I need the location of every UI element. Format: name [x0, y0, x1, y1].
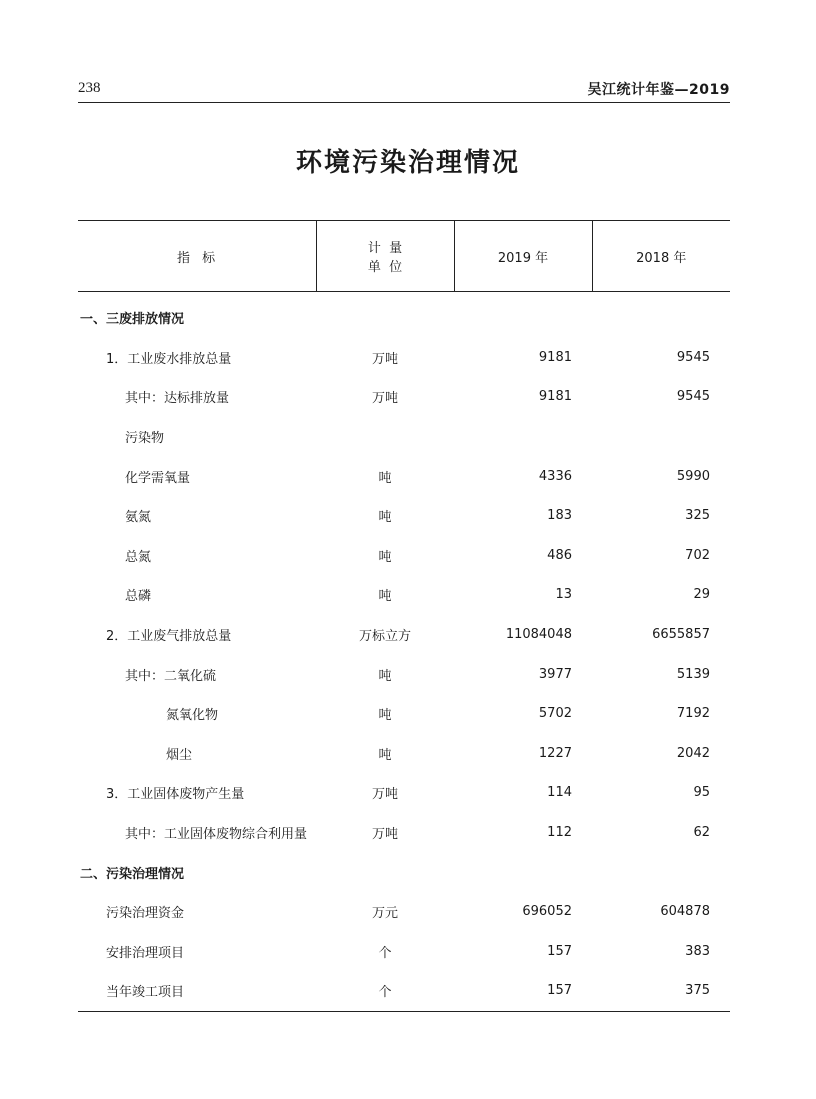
- row-value-2019: 9181: [538, 349, 572, 365]
- row-value-2018: 5990: [676, 468, 710, 484]
- row-unit: 万吨: [371, 351, 398, 367]
- row-value-2019: 157: [454, 971, 592, 1011]
- table-row: [78, 813, 730, 853]
- row-indicator: 3．工业固体废物产生量: [106, 787, 245, 803]
- table-row: [78, 377, 730, 417]
- row-unit: 吨: [378, 470, 392, 486]
- row-value-2019: 5702: [538, 706, 572, 722]
- row-indicator: 烟尘: [166, 747, 193, 763]
- row-value-2018: [592, 417, 730, 457]
- row-unit: 万吨: [371, 827, 398, 843]
- table-row: [78, 456, 730, 496]
- page-number: 238: [78, 80, 101, 96]
- header-2019: 2019 年: [454, 221, 592, 292]
- row-value-2019: 183: [547, 508, 572, 524]
- row-indicator: 其中：工业固体废物综合利用量: [125, 827, 308, 843]
- table-row: [78, 932, 730, 972]
- row-unit: [316, 417, 454, 457]
- row-value-2019: 4336: [538, 468, 572, 484]
- header-indicator-label: 指 标: [177, 250, 217, 266]
- row-value-2018: 95: [693, 785, 710, 801]
- header-unit-line2: 单 位: [367, 260, 403, 275]
- row-unit: 万吨: [371, 391, 398, 407]
- row-value-2018: 62: [693, 825, 710, 841]
- row-unit: [316, 852, 454, 892]
- row-value-2019: 13: [555, 587, 572, 603]
- page-title: 环境污染治理情况: [295, 148, 520, 178]
- table-row: [78, 734, 730, 774]
- row-value-2018: 5139: [676, 666, 710, 682]
- header-2018: 2018 年: [592, 221, 730, 292]
- table-row: [78, 852, 730, 892]
- table-row: [78, 536, 730, 576]
- row-value-2018: [592, 852, 730, 892]
- table-row: [78, 615, 730, 655]
- row-value-2018: 604878: [660, 904, 710, 920]
- header-indicator: [78, 221, 316, 292]
- row-value-2018: 9545: [676, 389, 710, 405]
- row-value-2018: 9545: [676, 349, 710, 365]
- row-unit: 个: [316, 971, 454, 1011]
- row-value-2018: 6655857: [652, 627, 710, 643]
- table-row: [78, 892, 730, 932]
- table-row: [78, 417, 730, 457]
- header-unit: [316, 221, 454, 292]
- row-unit: 个: [378, 945, 392, 961]
- page-header: [78, 78, 730, 103]
- table-row: [78, 654, 730, 694]
- row-indicator: 化学需氧量: [125, 470, 191, 486]
- row-value-2018: [592, 292, 730, 338]
- row-value-2018: 383: [685, 943, 710, 959]
- row-unit: 万标立方: [358, 629, 411, 645]
- table-row: [78, 496, 730, 536]
- table-row: [78, 575, 730, 615]
- row-indicator: 2．工业废气排放总量: [106, 629, 232, 645]
- row-value-2019: 696052: [522, 904, 572, 920]
- row-value-2019: 11084048: [505, 627, 572, 643]
- row-value-2019: 486: [547, 547, 572, 563]
- row-value-2019: 3977: [538, 666, 572, 682]
- row-unit: 吨: [378, 668, 392, 684]
- row-value-2018: 375: [592, 971, 730, 1011]
- row-indicator: 氮氧化物: [166, 708, 219, 724]
- row-value-2018: 702: [685, 547, 710, 563]
- row-value-2019: 112: [547, 825, 572, 841]
- row-indicator: 氨氮: [125, 510, 152, 526]
- header-unit-line1: 计 量: [367, 241, 403, 256]
- row-value-2018: 7192: [676, 706, 710, 722]
- row-value-2019: 9181: [538, 389, 572, 405]
- table-row: [78, 971, 730, 1011]
- row-indicator: 当年竣工项目: [78, 971, 316, 1011]
- table-row: [78, 338, 730, 378]
- row-indicator: 安排治理项目: [106, 945, 185, 961]
- statistics-table: [78, 220, 730, 1012]
- row-unit: 吨: [378, 747, 392, 763]
- row-value-2018: 29: [693, 587, 710, 603]
- row-indicator: 总磷: [125, 589, 152, 605]
- row-value-2019: [454, 417, 592, 457]
- table-header-row: [78, 221, 730, 292]
- row-unit: 万元: [371, 906, 398, 922]
- running-head: 吴江统计年鉴—2019: [587, 82, 730, 98]
- row-value-2018: 2042: [676, 745, 710, 761]
- row-indicator: 污染物: [125, 431, 165, 447]
- table-row: [78, 694, 730, 734]
- row-value-2019: 1227: [538, 745, 572, 761]
- row-unit: 万吨: [371, 787, 398, 803]
- row-indicator: 其中：二氧化硫: [125, 668, 217, 684]
- row-unit: 吨: [378, 549, 392, 565]
- row-value-2019: [454, 292, 592, 338]
- row-indicator: 1．工业废水排放总量: [106, 351, 232, 367]
- row-value-2019: 157: [547, 943, 572, 959]
- table-row: [78, 292, 730, 338]
- table-row: [78, 773, 730, 813]
- row-unit: 吨: [378, 708, 392, 724]
- row-value-2019: [454, 852, 592, 892]
- row-indicator: 其中：达标排放量: [125, 391, 230, 407]
- row-unit: 吨: [378, 589, 392, 605]
- row-indicator: 污染治理资金: [106, 906, 185, 922]
- row-indicator: 总氮: [125, 549, 152, 565]
- row-value-2018: 325: [685, 508, 710, 524]
- row-value-2019: 114: [547, 785, 572, 801]
- row-unit: 吨: [378, 510, 392, 526]
- row-indicator: 二、污染治理情况: [80, 866, 185, 882]
- row-unit: [316, 292, 454, 338]
- row-indicator: 一、三废排放情况: [80, 312, 185, 328]
